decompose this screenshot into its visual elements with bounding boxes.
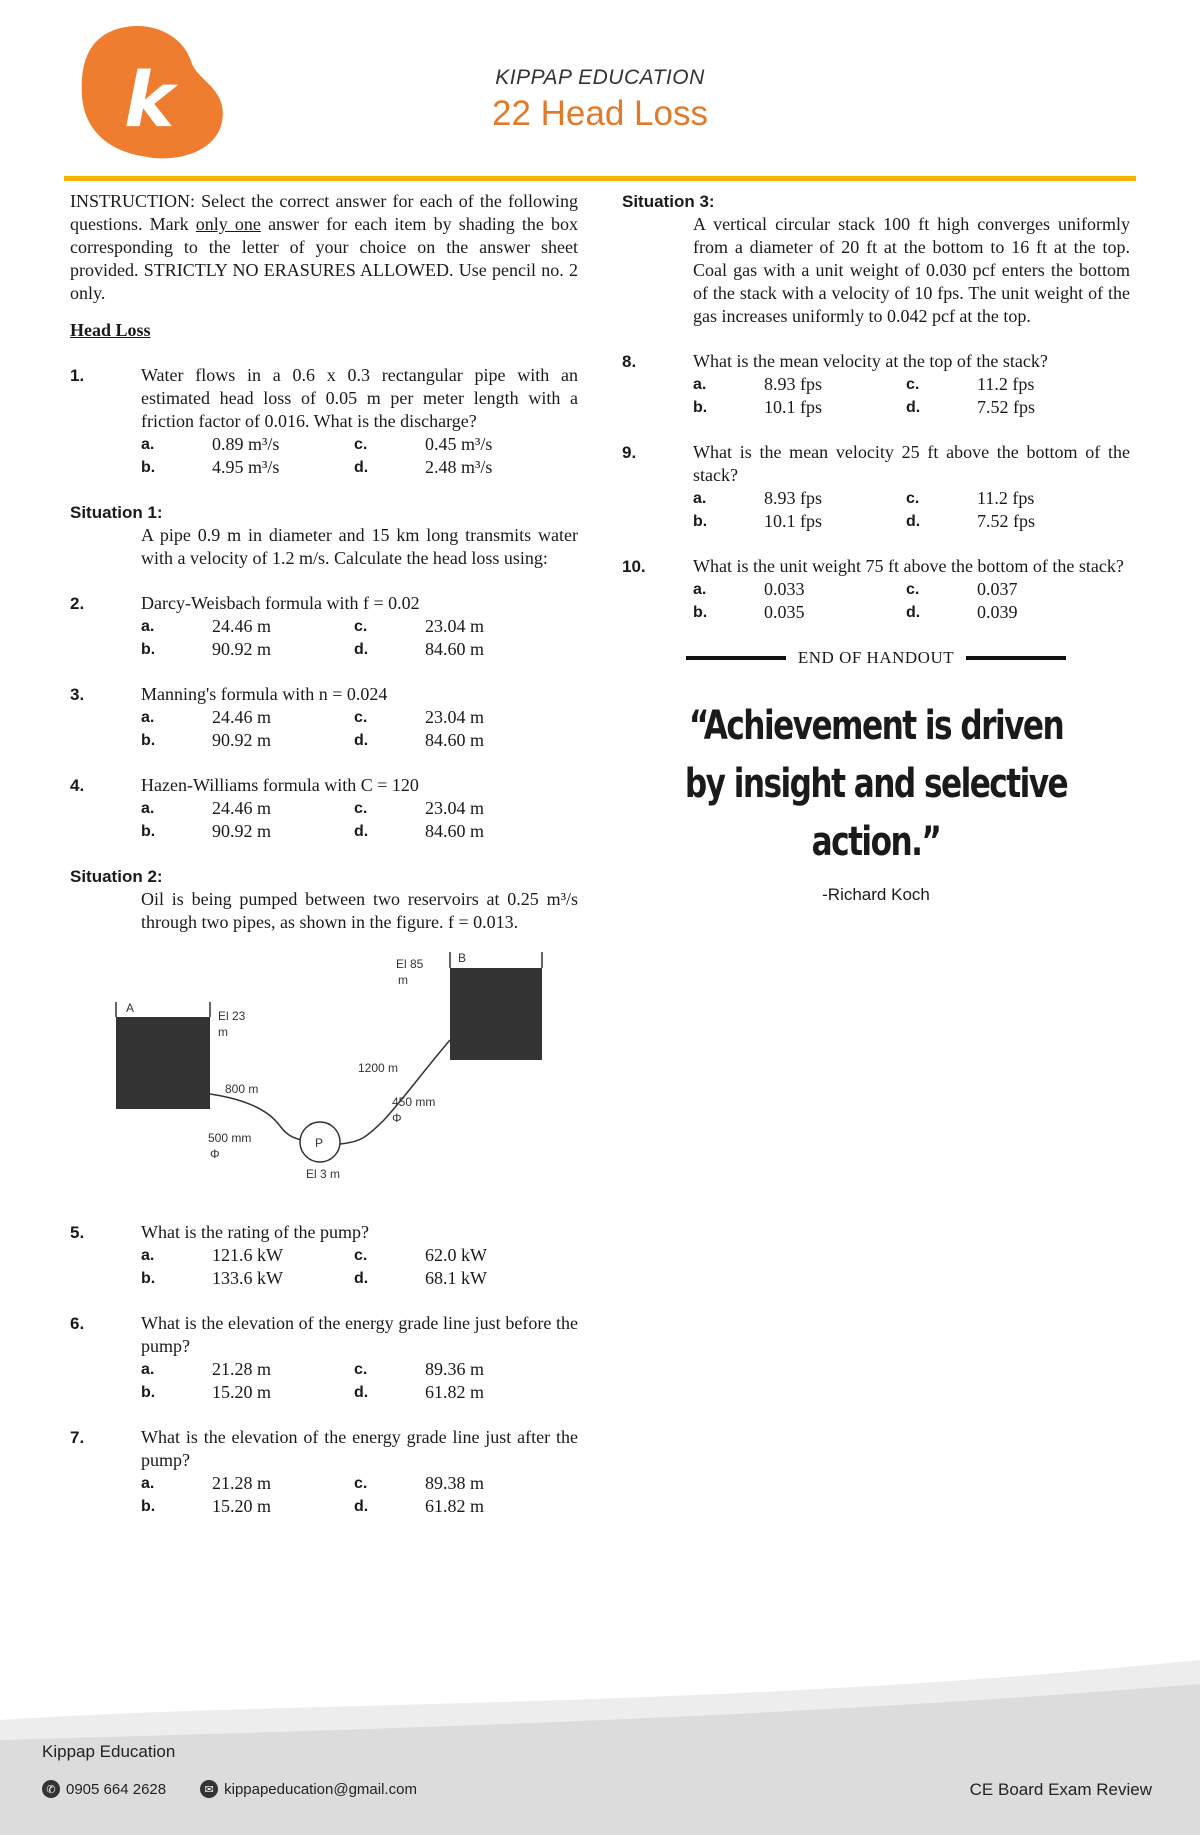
pipe2-diameter: 450 mm [392,1095,436,1109]
choice-value: 15.20 m [212,1382,272,1402]
choice-row [693,578,1130,601]
choice-letter: a. [141,709,155,726]
question-text: Darcy-Weisbach formula with f = 0.02 [141,593,420,613]
choice-value: 0.039 [977,602,1018,622]
question-1 [70,364,578,433]
choices-q9 [622,487,1130,533]
choice-value: 84.60 m [425,639,485,659]
choice-row [141,729,578,752]
choice-value: 2.48 m³/s [425,457,493,477]
choice-value: 21.28 m [212,1473,272,1493]
choice-letter: a. [693,581,707,598]
discharge-pipe [340,1040,450,1144]
choice-letter: a. [693,376,707,393]
situation-text: Oil is being pumped between two reservoirs at 0.25 m³/s through two pipes, as shown in the figure. f = 0.013. [141,889,578,932]
choice-value: 23.04 m [425,798,485,818]
question-number: 10. [622,557,646,576]
email-icon: ✉ [200,1780,218,1798]
choice-value: 90.92 m [212,730,272,750]
question-3 [70,683,578,706]
choices-q10 [622,578,1130,624]
reservoir-a [116,1017,210,1109]
pipe2-length: 1200 m [358,1061,399,1075]
choice-letter: a. [141,1475,155,1492]
kippap-logo [80,24,230,164]
question-text: What is the unit weight 75 ft above the bottom of the stack? [693,556,1124,576]
choice-letter: d. [354,641,369,658]
choice-value: 11.2 fps [977,374,1035,394]
choice-row [141,1244,578,1267]
question-text: Hazen-Williams formula with C = 120 [141,775,419,795]
reservoir-b-label: B [458,951,467,965]
choice-value: 61.82 m [425,1382,485,1402]
footer-phone: 0905 664 2628 [66,1780,167,1798]
instruction-text-1: INSTRUCTION: Select the correct answer for each of the following questions. Mark [70,191,578,234]
reservoir-b [450,968,542,1060]
choice-value: 62.0 kW [425,1245,487,1265]
choice-value: 121.6 kW [212,1245,283,1265]
choice-value: 0.89 m³/s [212,434,280,454]
question-text: What is the elevation of the energy grade line just before the pump? [141,1313,578,1356]
choice-value: 7.52 fps [977,397,1035,417]
question-text: What is the elevation of the energy grade line just after the pump? [141,1427,578,1470]
choice-value: 0.45 m³/s [425,434,493,454]
choice-letter: d. [354,732,369,749]
situation-text: A pipe 0.9 m in diameter and 15 km long transmits water with a velocity of 1.2 m/s. Calculate the head loss using: [141,525,578,568]
choice-row [693,601,1130,624]
choice-letter: c. [354,709,368,726]
choice-letter: b. [141,1384,156,1401]
pump-elevation: El 3 m [306,1167,341,1181]
choice-letter: d. [354,1498,369,1515]
header-rule [64,176,1136,181]
question-text: What is the mean velocity 25 ft above the bottom of the stack? [693,442,1130,485]
choice-value: 21.28 m [212,1359,272,1379]
choice-row [141,1381,578,1404]
choice-letter: a. [141,436,155,453]
choices-q2 [70,615,578,661]
instruction-text-2: answer for each item by shading the box corresponding to the letter of your choice on the answer sheet provided. STRICTLY NO ERASURES ALLOWED. Use pencil no. 2 only. [70,214,578,303]
question-number: 5. [70,1223,85,1242]
choice-value: 8.93 fps [764,488,822,508]
choice-value: 133.6 kW [212,1268,283,1288]
pipe1-phi: Φ [210,1147,220,1161]
choice-value: 4.95 m³/s [212,457,280,477]
choice-letter: c. [354,436,368,453]
choice-value: 0.035 [764,602,805,622]
situation-title: Situation 3: [622,192,715,211]
divider [966,656,1066,660]
choice-letter: d. [906,604,921,621]
choice-row [693,510,1130,533]
choice-row [141,820,578,843]
choice-value: 84.60 m [425,730,485,750]
choice-value: 24.46 m [212,798,272,818]
elevation-b-unit: m [398,973,408,987]
choice-value: 89.36 m [425,1359,485,1379]
question-5 [70,1221,578,1244]
question-7 [70,1426,578,1472]
question-number: 4. [70,776,85,795]
choice-letter: a. [141,1247,155,1264]
pipe1-length: 800 m [225,1082,259,1096]
choice-letter: d. [906,513,921,530]
question-number: 6. [70,1314,85,1333]
instruction [70,190,578,305]
choice-letter: b. [141,1498,156,1515]
choice-letter: c. [906,376,920,393]
choice-letter: a. [141,800,155,817]
divider [686,656,786,660]
choice-letter: b. [693,513,708,530]
left-column [70,190,578,1540]
choices-q4 [70,797,578,843]
footer-company: Kippap Education [42,1742,176,1761]
situation-2 [70,865,578,934]
question-text: Water flows in a 0.6 x 0.3 rectangular pipe with an estimated head loss of 0.05 m per meter length with a friction factor of 0.016. What is the discharge? [141,365,578,431]
choice-letter: b. [141,1270,156,1287]
question-number: 2. [70,594,85,613]
choice-value: 24.46 m [212,616,272,636]
elevation-a-unit: m [218,1025,228,1039]
choice-letter: b. [141,459,156,476]
right-column [622,190,1130,906]
choice-row [693,487,1130,510]
choice-letter: d. [354,1270,369,1287]
question-6 [70,1312,578,1358]
choice-value: 84.60 m [425,821,485,841]
choices-q7 [70,1472,578,1518]
question-8 [622,350,1130,373]
choice-letter: d. [354,459,369,476]
page-title: 22 Head Loss [492,94,708,133]
choice-letter: b. [141,641,156,658]
choice-row [141,1358,578,1381]
question-text: Manning's formula with n = 0.024 [141,684,388,704]
situation-1 [70,501,578,570]
choices-q1 [70,433,578,479]
pipe2-phi: Φ [392,1111,402,1125]
choice-value: 90.92 m [212,821,272,841]
footer-wave [0,1640,1200,1835]
question-10 [622,555,1130,578]
choice-value: 0.037 [977,579,1018,599]
choice-value: 10.1 fps [764,397,822,417]
choice-value: 0.033 [764,579,805,599]
choice-letter: c. [354,618,368,635]
choice-letter: b. [141,732,156,749]
logo-letter: k [124,55,175,144]
choice-row [141,1495,578,1518]
situation-3 [622,190,1130,328]
phone-icon: ✆ [42,1780,60,1798]
question-4 [70,774,578,797]
choice-value: 23.04 m [425,616,485,636]
choice-value: 7.52 fps [977,511,1035,531]
choice-letter: c. [354,1361,368,1378]
quote-author: -Richard Koch [822,885,930,904]
choice-letter: c. [354,800,368,817]
choice-value: 23.04 m [425,707,485,727]
pipe1-diameter: 500 mm [208,1131,252,1145]
choice-letter: b. [693,399,708,416]
choice-letter: c. [906,581,920,598]
question-number: 3. [70,685,85,704]
footer-tagline: CE Board Exam Review [969,1780,1152,1799]
choices-q8 [622,373,1130,419]
choice-row [693,373,1130,396]
choice-row [141,706,578,729]
reservoir-a-label: A [126,1001,135,1015]
choice-letter: b. [693,604,708,621]
footer-contact [42,1780,417,1798]
question-number: 7. [70,1428,85,1447]
question-number: 9. [622,443,637,462]
choices-q3 [70,706,578,752]
footer-email: kippapeducation@gmail.com [224,1780,417,1798]
choices-q5 [70,1244,578,1290]
choice-row [141,1267,578,1290]
choice-value: 90.92 m [212,639,272,659]
header [400,66,800,134]
choice-row [141,638,578,661]
choice-value: 68.1 kW [425,1268,487,1288]
instruction-emphasis: only one [195,214,261,234]
elevation-b-label: El 85 [396,957,424,971]
quote: “Achievement is driven by insight and selective action.” [684,703,1068,865]
question-9 [622,441,1130,487]
company-name: KIPPAP EDUCATION [495,66,705,89]
pump-label: P [315,1136,324,1150]
choice-row [141,797,578,820]
end-text: END OF HANDOUT [797,648,955,667]
reservoir-pump-diagram [70,942,578,1197]
question-2 [70,592,578,615]
choice-letter: a. [693,490,707,507]
choice-value: 89.38 m [425,1473,485,1493]
situation-title: Situation 1: [70,503,163,522]
choice-row [141,1472,578,1495]
choice-letter: c. [354,1475,368,1492]
choices-q6 [70,1358,578,1404]
choice-letter: c. [906,490,920,507]
choice-letter: d. [354,823,369,840]
choice-letter: c. [354,1247,368,1264]
choice-letter: a. [141,1361,155,1378]
choice-letter: b. [141,823,156,840]
choice-row [141,456,578,479]
choice-letter: d. [354,1384,369,1401]
choice-value: 61.82 m [425,1496,485,1516]
choice-value: 8.93 fps [764,374,822,394]
choice-value: 24.46 m [212,707,272,727]
choice-value: 10.1 fps [764,511,822,531]
choice-letter: a. [141,618,155,635]
question-number: 1. [70,366,85,385]
question-text: What is the mean velocity at the top of the stack? [693,351,1048,371]
choice-value: 11.2 fps [977,488,1035,508]
end-of-handout [622,646,1130,669]
choice-value: 15.20 m [212,1496,272,1516]
choice-row [693,396,1130,419]
question-text: What is the rating of the pump? [141,1222,369,1242]
question-number: 8. [622,352,637,371]
section-heading: Head Loss [70,320,151,340]
elevation-a-label: El 23 [218,1009,246,1023]
choice-row [141,615,578,638]
choice-row [141,433,578,456]
situation-title: Situation 2: [70,867,163,886]
situation-text: A vertical circular stack 100 ft high converges uniformly from a diameter of 20 ft at the bottom to 16 ft at the top. Coal gas with a unit weight of 0.030 pcf enters the bottom of the stack with a velocity of 10 fps. The unit weight of the gas increases uniformly to 0.042 pcf at the top. [693,214,1130,326]
choice-letter: d. [906,399,921,416]
